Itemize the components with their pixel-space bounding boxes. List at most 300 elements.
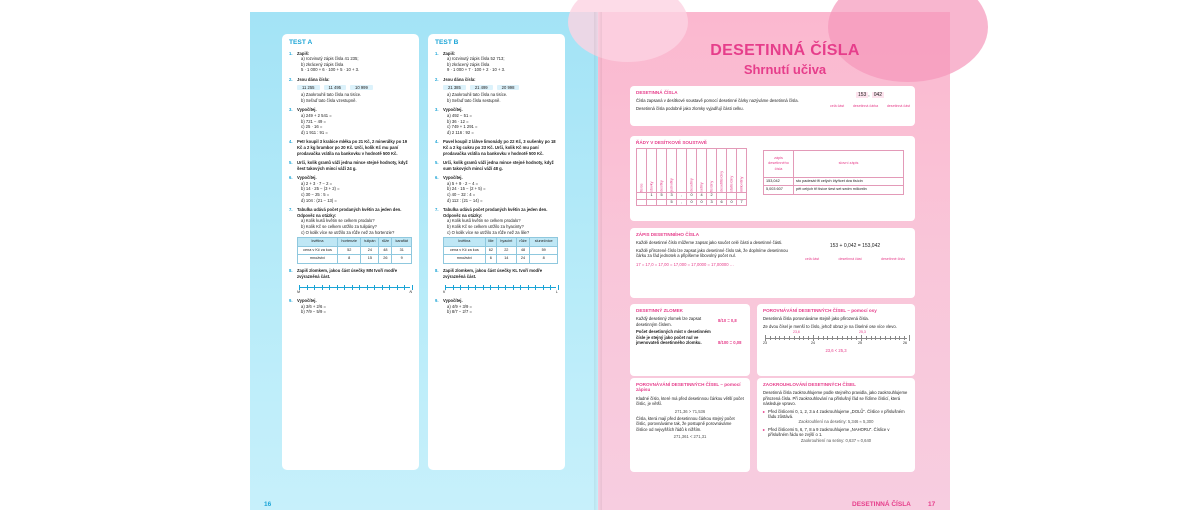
subtask: b) zkrácený zápis čísla <box>447 61 490 67</box>
segment-tick <box>389 285 390 290</box>
segment-tick <box>337 285 338 290</box>
subtask: c) O kolik více se utržilo za růže než za lilie? <box>447 229 530 235</box>
table-cell: sto padesát tři celých čtyřicet dva tisícin <box>794 178 904 186</box>
task-question: Vypočítej. <box>443 107 463 113</box>
table-header: květina <box>444 238 486 247</box>
table-cell: 26 <box>379 255 392 264</box>
task-question: Vypočítej. <box>443 298 463 304</box>
page-number-right: 17 <box>928 501 936 508</box>
subtask: a) rozvinutý zápis čísla 41 235; <box>301 56 359 62</box>
table-cell: 6 <box>717 199 727 205</box>
segment-tick <box>550 285 551 290</box>
number-chip: 10 999 <box>350 85 373 91</box>
table-cell: 3 <box>667 193 677 199</box>
table-cell: pět celých tři tisíce šest set sedm miliontin <box>794 186 904 194</box>
segment-tick <box>475 285 476 290</box>
test-b-tasks <box>435 51 558 315</box>
task-number: 2. <box>435 76 439 82</box>
segment-tick <box>329 285 330 290</box>
decimal-words-table <box>763 150 904 195</box>
segment-tick <box>505 285 506 290</box>
axis-tick <box>909 335 910 341</box>
table-cell: 153,042 <box>764 178 794 186</box>
page-number-left: 16 <box>264 501 272 508</box>
segment-tick <box>543 285 544 290</box>
task-question: Zapiš: <box>297 50 310 56</box>
table-cell: 59 <box>530 246 558 255</box>
table-cell: 1 <box>647 193 657 199</box>
table-cell: 2 <box>707 193 717 199</box>
book-spine <box>594 12 602 510</box>
table-header: slovní zápis <box>794 151 904 178</box>
axis-tick <box>808 336 809 340</box>
subtask: a) 2 + 3 · 7 − 2 = <box>301 180 333 186</box>
subtask: a) Zaokrouhli tato čísla na tisíce. <box>447 92 508 98</box>
task-question: Jsou dána čísla: <box>297 76 330 82</box>
subtask: c) 40 − 32 : 4 = <box>447 192 476 198</box>
card-text: Desetinná čísla zaokrouhlujeme podle stejného pravidla, jako zaokrouhlujeme přirozená čísla. Při zaokrouhlování na příslušný řád se řídíme číslicí, která následuje vpravo. <box>763 390 908 407</box>
orders-header-row <box>637 149 747 193</box>
task-question: Pavel koupil 2 láhve limonády po 22 Kč, 3 sušenky po 18 Kč a 2 kg cukru po 23 Kč. Urči, kolik Kč mu paní prodavačka vrátila na bankovku v hodnotě 500 Kč. <box>443 139 556 156</box>
table-cell <box>657 199 667 205</box>
decimal-example: 153 , 042 celá část desetinná čárka desetinná část <box>830 92 910 109</box>
axis-tick <box>851 336 852 340</box>
table-header: hyacint <box>496 238 516 247</box>
task <box>435 207 558 264</box>
table-header: lilie <box>485 238 496 247</box>
task-number: 6. <box>289 175 293 181</box>
table-cell: 62 <box>485 246 496 255</box>
subtask: a) 4/9 + 3/9 = <box>447 303 472 309</box>
axis-tick <box>832 336 833 340</box>
page-title: DESETINNÁ ČÍSLA <box>710 42 860 59</box>
card-text: Čísla, která mají před desetinnou čárkou stejný počet číslic, porovnáváme tak, že postupně porovnáváme číslice od nejvyšších řádů k nižším. <box>636 416 735 432</box>
task-question: Zapiš: <box>443 50 456 56</box>
segment-tick <box>520 285 521 290</box>
subtask: b) 36 · 12 = <box>447 118 469 124</box>
subtask: b) 24 · 15 − (2 + 5) = <box>447 186 486 192</box>
table-cell: 0 <box>687 199 697 205</box>
table-cell: množství <box>444 255 486 264</box>
subtask: a) Kolik kusů květin se celkem prodalo? <box>301 218 375 224</box>
orders-header: stovky <box>647 149 657 193</box>
task-number: 4. <box>289 139 293 145</box>
task <box>435 175 558 203</box>
zapis-example <box>805 244 905 261</box>
subtask: c) O kolik více se utržilo za růže než za hortenzie? <box>301 229 395 235</box>
task <box>435 268 558 294</box>
axis-tick <box>827 336 828 340</box>
subtask: b) 721 − 49 = <box>301 118 326 124</box>
card-porovnavani-zapis <box>630 378 750 472</box>
task-question: Vypočítej. <box>297 175 317 181</box>
table-cell: 15 <box>361 255 379 264</box>
segment-tick <box>528 285 529 290</box>
subtask: a) rozvinutý zápis čísla 52 713; <box>447 56 505 62</box>
example-int: 153 <box>857 92 867 98</box>
task <box>435 139 558 156</box>
axis-tick <box>779 336 780 340</box>
table-cell: 9 <box>392 255 412 264</box>
subtask: b) Kolik Kč se celkem utržilo za tulipány? <box>301 224 377 230</box>
table-header: růže <box>379 238 392 247</box>
orders-header: desetiny <box>687 149 697 193</box>
task-question: Urči, kolik gramů váží jedna mince stejné hodnoty, když sum takových mincí váží 48 g. <box>443 160 554 171</box>
rule-text: Před číslicemi 0, 1, 2, 3 a 4 zaokrouhlujeme „DOLŮ“. Číslice v příslušném řádu zůstává. <box>768 408 905 420</box>
table-cell: množství <box>298 255 338 264</box>
axis-tick <box>861 335 862 341</box>
axis-tick <box>866 336 867 340</box>
por-ex1: 271,36 > 71,536 <box>674 408 706 414</box>
zaokr-ex1: Zaokrouhlení na desetiny: 5,346 ≈ 5,300 <box>798 419 874 425</box>
subtask: b) 7/9 − 5/9 = <box>301 309 326 315</box>
task-number: 1. <box>289 50 293 56</box>
table-header: květina <box>298 238 338 247</box>
segment-line <box>297 282 412 294</box>
axis-label: 26 <box>903 341 907 346</box>
orders-header: setiny <box>697 149 707 193</box>
example-dec: 042 <box>873 92 883 98</box>
table-cell: , <box>677 199 687 205</box>
flower-table <box>297 237 412 264</box>
zlomek-ex1: 8/10 = 0,8 <box>718 318 737 323</box>
table-cell: cena v Kč za kus <box>298 246 338 255</box>
axis-compare: 23,6 < 25,3 <box>825 348 847 354</box>
task-number: 8. <box>435 268 439 273</box>
segment-tick <box>397 285 398 290</box>
orders-header: desetitisíciny <box>717 149 727 193</box>
table-cell: 0 <box>697 199 707 205</box>
card-heading: ŘÁDY V DESÍTKOVÉ SOUSTAVĚ <box>636 140 707 145</box>
card-porovnavani-osa <box>757 304 915 376</box>
rule: ▸ Před číslicemi 5, 6, 7, 8 a 9 zaokrouhlujeme „NAHORU“. Číslice v příslušném řádu se zvýší o 1. <box>763 426 890 438</box>
table-cell: 6 <box>485 255 496 264</box>
subtask: a) 5 + 9 · 2 − 4 = <box>447 180 479 186</box>
task-number: 5. <box>435 160 439 166</box>
card-zlomek <box>630 304 750 376</box>
label-des-cast: desetinná část <box>838 257 862 262</box>
table-cell: 4 <box>697 193 707 199</box>
axis-label: 24 <box>811 341 815 346</box>
segment-tick <box>374 285 375 290</box>
zapis-example-text: 153 + 0,042 = 153,042 <box>829 243 881 249</box>
axis-tick <box>856 336 857 340</box>
subtask: c) 749 + 1 291 = <box>447 124 478 130</box>
subtask: 9 · 1 000 + 7 · 100 + 2 · 10 + 3. <box>447 67 506 73</box>
orders-header: statisíciny <box>727 149 737 193</box>
test-b-panel <box>428 34 565 470</box>
task-question: Tabulka udává počet prodaných květin za jeden den. Odpověz na otázky: <box>297 207 402 218</box>
table-header-row <box>298 238 412 247</box>
task-number: 7. <box>435 207 439 213</box>
axis-tick <box>775 336 776 340</box>
zlomek-ex2: 8/100 = 0,08 <box>718 340 742 345</box>
segment-label: L <box>556 290 558 295</box>
table-row <box>444 255 558 264</box>
task <box>289 77 412 103</box>
number-chip: 21 385 <box>443 85 466 91</box>
table-cell: 48 <box>516 246 530 255</box>
card-text: Čísla zapsaná v desítkové soustavě pomocí desetinné čárky nazýváme desetinná čísla. <box>636 98 799 104</box>
label-cela-cast: celá část <box>830 104 845 109</box>
number-list <box>443 85 558 91</box>
axis-tick <box>895 336 896 340</box>
task <box>289 268 412 294</box>
card-zaokrouhlovani <box>757 378 915 472</box>
segment-tick <box>453 285 454 290</box>
test-b-title: TEST B <box>435 39 459 46</box>
task-question: Zapiš zlomkem, jakou část úsečky MN tvoří modře zvýrazněná část. <box>297 268 398 279</box>
task-number: 7. <box>289 207 293 213</box>
task <box>435 77 558 103</box>
axis-tick <box>847 336 848 340</box>
segment-line <box>443 282 558 294</box>
subtask: b) 8/7 − 2/7 = <box>447 309 472 315</box>
card-text: Desetinná čísla podobně jako zlomky vyjadřují části celku. <box>636 105 744 111</box>
subtask: a) 3/6 + 2/6 = <box>301 303 326 309</box>
task-question: Petr koupil 3 krabice mléka po 21 Kč, 2 minerálky po 19 Kč a 2 kg brambor po 20 Kč. Urči, kolik Kč mu paní prodavačka vrátila na bankovku v hodnotě 500 Kč. <box>297 139 408 156</box>
table-cell: 22 <box>496 246 516 255</box>
task <box>289 160 412 171</box>
axis-tick <box>837 336 838 340</box>
axis-tick <box>765 335 766 341</box>
card-desetinna-cisla <box>630 86 915 126</box>
axis-label: 23 <box>763 341 767 346</box>
segment-tick <box>367 285 368 290</box>
number-chip: 20 998 <box>497 85 520 91</box>
subtask: d) 2 116 : 92 = <box>447 129 474 135</box>
table-cell: 48 <box>379 246 392 255</box>
subtask: a) 492 − 51 = <box>447 112 472 118</box>
table-cell: 5 <box>657 193 667 199</box>
table-cell: cena v Kč za kus <box>444 246 486 255</box>
task-question: Vypočítej. <box>297 298 317 304</box>
axis-label: 25 <box>858 341 862 346</box>
task <box>289 298 412 315</box>
axis-tick <box>875 336 876 340</box>
task-number: 6. <box>435 175 439 181</box>
axis-tick <box>813 335 814 341</box>
subtask: b) zkrácený zápis čísla <box>301 61 344 67</box>
subtask: b) Seřaď tato čísla vzestupně. <box>301 97 357 103</box>
axis-mark-label: 25,3 <box>859 330 866 335</box>
table-cell: 5 <box>667 199 677 205</box>
task <box>435 51 558 73</box>
rule: ▸ Před číslicemi 0, 1, 2, 3 a 4 zaokrouhlujeme „DOLŮ“. Číslice v příslušném řádu zůstává. <box>763 408 905 420</box>
axis-tick <box>784 336 785 340</box>
task-number: 9. <box>289 298 293 304</box>
task <box>289 207 412 264</box>
axis-tick <box>885 336 886 340</box>
zapis-formula: 17 = 17,0 = 17,00 = 17,000 = 17,0000 = 17,00000 … <box>636 261 734 267</box>
task-number: 8. <box>289 268 293 273</box>
table-cell: 8 <box>337 255 360 264</box>
task-question: Urči, kolik gramů váží jedna mince stejné hodnoty, když šest takových mincí váží 24 g. <box>297 160 408 171</box>
orders-header: jednotky <box>667 149 677 193</box>
subtask: c) 25 · 16 = <box>301 124 323 130</box>
orders-header-comma <box>677 149 687 193</box>
subtask: d) 1 911 : 91 = <box>301 129 328 135</box>
table-header: růže <box>516 238 530 247</box>
segment-tick <box>307 285 308 290</box>
axis-tick <box>794 336 795 340</box>
task-number: 3. <box>435 107 439 113</box>
task-question: Tabulka udává počet prodaných květin za jeden den. Odpověz na otázky: <box>443 207 548 218</box>
card-heading: DESETINNÝ ZLOMEK <box>636 308 683 313</box>
orders-header: tisíce <box>637 149 647 193</box>
segment-tick <box>382 285 383 290</box>
label-des-cislo: desetinné číslo <box>881 257 905 262</box>
table-header: zápis desetinného čísla <box>764 151 794 178</box>
segment-tick <box>498 285 499 290</box>
task <box>435 160 558 171</box>
axis-tick <box>823 336 824 340</box>
axis-tick <box>818 336 819 340</box>
task <box>289 175 412 203</box>
axis-tick <box>799 336 800 340</box>
table-row <box>444 246 558 255</box>
card-heading: POROVNÁVÁNÍ DESETINNÝCH ČÍSEL – pomocí zápisu <box>636 382 741 393</box>
table-header-row <box>444 238 558 247</box>
table-row <box>637 199 747 205</box>
task <box>435 298 558 315</box>
task <box>289 107 412 135</box>
task <box>289 139 412 156</box>
segment-label: N <box>409 290 412 295</box>
table-cell: 3 <box>707 199 717 205</box>
card-text: Desetinná čísla porovnáváme stejně jako přirozená čísla. <box>763 316 869 322</box>
task <box>289 51 412 73</box>
axis-tick <box>789 336 790 340</box>
segment-tick <box>468 285 469 290</box>
label-carka: desetinná čárka <box>852 104 879 109</box>
task-number: 4. <box>435 139 439 145</box>
task-question: Vypočítej. <box>443 175 463 181</box>
subtask: b) 14 · 25 − (3 + 2) = <box>301 186 340 192</box>
table-cell <box>647 199 657 205</box>
segment-tick <box>460 285 461 290</box>
segment-tick <box>344 285 345 290</box>
segment-label: K <box>443 290 446 295</box>
subtask: b) Kolik Kč se celkem utržilo za hyacinty? <box>447 224 524 230</box>
subtask: a) 249 + 2 541 = <box>301 112 332 118</box>
task <box>435 107 558 135</box>
segment-tick <box>404 285 405 290</box>
rule-text: Před číslicemi 5, 6, 7, 8 a 9 zaokrouhlujeme „NAHORU“. Číslice v příslušném řádu se zvýší o 1. <box>768 426 890 438</box>
segment-tick <box>535 285 536 290</box>
segment-tick <box>352 285 353 290</box>
subtask: d) 112 : (21 − 14) = <box>447 197 483 203</box>
task-question: Vypočítej. <box>297 107 317 113</box>
card-text: Každé desetinné číslo můžeme zapsat jako součet celé části a desetinné části. <box>636 240 783 246</box>
axis-tick <box>880 336 881 340</box>
task-number: 9. <box>435 298 439 304</box>
segment-tick <box>322 285 323 290</box>
card-heading: DESETINNÁ ČÍSLA <box>636 90 678 95</box>
task-number: 3. <box>289 107 293 113</box>
table-cell: 7 <box>737 199 747 205</box>
number-chip: 21 499 <box>470 85 493 91</box>
axis-tick <box>871 336 872 340</box>
table-cell: 14 <box>496 255 516 264</box>
label-cela-cast: celá část <box>805 257 820 262</box>
task-number: 1. <box>435 50 439 56</box>
axis-tick <box>904 336 905 340</box>
table-header: slunečnice <box>530 238 558 247</box>
card-text: Kladné číslo, které má před desetinnou čárkou větší počet číslic, je větší. <box>636 395 744 407</box>
test-a-tasks <box>289 51 412 315</box>
card-text: Každé přirozené číslo lze zapsat jako desetinné číslo tak, že doplníme desetinnou čárku za řád jednotek a připíšeme libovolný počet nul. <box>636 247 788 259</box>
table-header: hortenzie <box>337 238 360 247</box>
axis-tick <box>770 336 771 340</box>
task-question: Jsou dána čísla: <box>443 76 476 82</box>
orders-header: desítky <box>657 149 667 193</box>
orders-header: tisíciny <box>707 149 717 193</box>
zaokr-ex2: Zaokrouhlení na setiny: 0,637 ≈ 0,640 <box>800 437 872 443</box>
table-header-row <box>764 151 904 178</box>
label-des-cast: desetinná část <box>886 104 910 109</box>
segment-tick <box>483 285 484 290</box>
subtask: a) Zaokrouhli tato čísla na tisíce. <box>301 92 362 98</box>
segment-tick <box>513 285 514 290</box>
axis-tick <box>899 336 900 340</box>
por-ex2: 271,361 < 271,31 <box>673 434 707 440</box>
axis-mark-label: 23,6 <box>793 330 800 335</box>
task-number: 5. <box>289 160 293 166</box>
table-cell: 0 <box>687 193 697 199</box>
card-heading: ZÁPIS DESETINNÉHO ČÍSLA <box>636 232 700 237</box>
card-zapis <box>630 228 915 298</box>
table-cell: 31 <box>392 246 412 255</box>
test-a-title: TEST A <box>289 39 313 46</box>
card-heading: ZAOKROUHLOVÁNÍ DESETINNÝCH ČÍSEL <box>763 382 856 387</box>
test-a-panel <box>282 34 419 470</box>
axis-tick <box>842 336 843 340</box>
number-list <box>297 85 412 91</box>
subtask: c) 30 − 25 : 5 = <box>301 192 330 198</box>
flower-table <box>443 237 558 264</box>
number-chip: 11 495 <box>324 85 347 91</box>
table-header: karafiát <box>392 238 412 247</box>
orders-header: miliontiny <box>737 149 747 193</box>
segment-tick <box>359 285 360 290</box>
table-cell: , <box>677 193 687 199</box>
card-text: Ze dvou čísel je menší to číslo, jehož obraz je na číselné ose více vlevo. <box>763 323 897 329</box>
task-question: Zapiš zlomkem, jakou část úsečky KL tvoří modře zvýrazněná část. <box>443 268 543 279</box>
table-row <box>764 178 904 186</box>
table-cell: 52 <box>337 246 360 255</box>
segment-label: M <box>297 290 300 295</box>
table-cell <box>637 199 647 205</box>
subtask: b) Seřaď tato čísla sestupně. <box>447 97 501 103</box>
orders-table <box>636 148 747 206</box>
footer-label: DESETINNÁ ČÍSLA <box>852 501 911 508</box>
table-cell: 24 <box>516 255 530 264</box>
table-header: tulipán <box>361 238 379 247</box>
number-axis <box>763 332 909 348</box>
task-number: 2. <box>289 76 293 82</box>
table-row <box>764 186 904 194</box>
table-cell: 24 <box>361 246 379 255</box>
subtask: a) Kolik kusů květin se celkem prodalo? <box>447 218 521 224</box>
segment-tick <box>490 285 491 290</box>
table-row <box>298 246 412 255</box>
page-subtitle: Shrnutí učiva <box>743 62 827 77</box>
number-chip: 11 255 <box>297 85 320 91</box>
subtask: 5 · 1 000 + 6 · 100 + 5 · 10 + 3. <box>301 67 360 73</box>
card-text: Každý desetinný zlomek lze zapsat desetinným číslem. <box>636 316 702 327</box>
table-cell: 5,003 607 <box>764 186 794 194</box>
